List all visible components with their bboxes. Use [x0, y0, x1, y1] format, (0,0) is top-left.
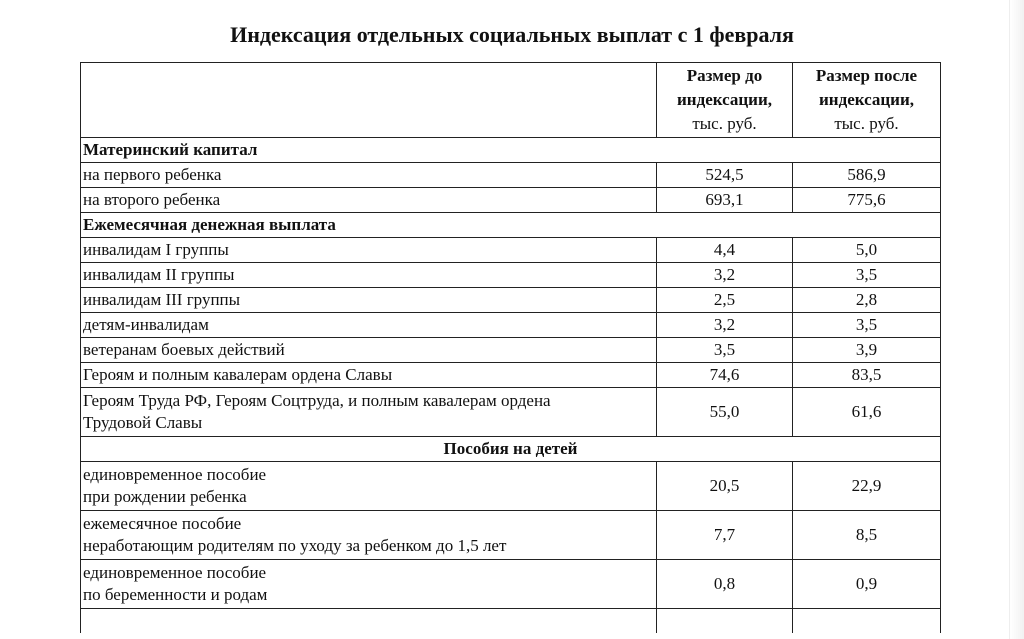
- row-value-before: 3,5: [657, 338, 793, 363]
- table-row: [81, 388, 941, 437]
- table-row-cut-off: [81, 609, 941, 634]
- row-value-before: [657, 609, 793, 634]
- row-label: инвалидам III группы: [81, 288, 657, 313]
- row-value-before: 3,2: [657, 263, 793, 288]
- row-value-after: 3,5: [793, 263, 941, 288]
- header-before-unit: тыс. руб.: [692, 114, 757, 133]
- section-title: Пособия на детей: [81, 437, 941, 462]
- table-row: [81, 511, 941, 560]
- header-before-cell: [657, 63, 793, 138]
- section-row: [81, 437, 941, 462]
- row-label-line: по беременности и родам: [83, 585, 268, 604]
- row-label: [81, 511, 657, 560]
- header-label-cell: [81, 63, 657, 138]
- row-value-before: 2,5: [657, 288, 793, 313]
- section-title: Материнский капитал: [81, 138, 941, 163]
- row-value-after: 22,9: [793, 462, 941, 511]
- page-title: Индексация отдельных социальных выплат с 1 февраля: [230, 22, 794, 47]
- row-label: на первого ребенка: [81, 163, 657, 188]
- table-header-row: [81, 63, 941, 138]
- row-value-before: 524,5: [657, 163, 793, 188]
- row-value-before: 74,6: [657, 363, 793, 388]
- row-label-line: единовременное пособие: [83, 465, 267, 484]
- header-before-title: Размер до индексации,: [677, 66, 772, 109]
- table-row: [81, 188, 941, 213]
- row-value-before: 693,1: [657, 188, 793, 213]
- row-value-after: 3,5: [793, 313, 941, 338]
- row-value-before: 3,2: [657, 313, 793, 338]
- page-edge-shadow: [1009, 0, 1024, 639]
- row-label-line: единовременное пособие: [83, 563, 267, 582]
- header-after-cell: [793, 63, 941, 138]
- row-label: [81, 388, 657, 437]
- row-label: Героям и полным кавалерам ордена Славы: [81, 363, 657, 388]
- row-value-before: 7,7: [657, 511, 793, 560]
- row-label-line: Трудовой Славы: [83, 413, 203, 432]
- row-value-before: 55,0: [657, 388, 793, 437]
- row-label: [81, 462, 657, 511]
- table-row: [81, 163, 941, 188]
- row-value-after: [793, 609, 941, 634]
- row-label-line: ежемесячное пособие: [83, 514, 242, 533]
- payments-table: [80, 62, 941, 633]
- row-label-line: неработающим родителям по уходу за ребенком до 1,5 лет: [83, 536, 507, 555]
- row-value-after: 83,5: [793, 363, 941, 388]
- row-label: на второго ребенка: [81, 188, 657, 213]
- table-row: [81, 338, 941, 363]
- row-label: [81, 609, 657, 634]
- row-label: ветеранам боевых действий: [81, 338, 657, 363]
- table-row: [81, 462, 941, 511]
- row-label-line: Героям Труда РФ, Героям Соцтруда, и полным кавалерам ордена: [83, 391, 551, 410]
- row-label: инвалидам II группы: [81, 263, 657, 288]
- table-row: [81, 363, 941, 388]
- row-label: [81, 560, 657, 609]
- row-value-after: 775,6: [793, 188, 941, 213]
- table-row: [81, 288, 941, 313]
- row-value-after: 0,9: [793, 560, 941, 609]
- row-label: инвалидам I группы: [81, 238, 657, 263]
- row-value-after: 2,8: [793, 288, 941, 313]
- table-row: [81, 560, 941, 609]
- table-row: [81, 263, 941, 288]
- table-row: [81, 238, 941, 263]
- header-after-title: Размер после индексации,: [815, 66, 918, 109]
- section-row: [81, 213, 941, 238]
- table-row: [81, 313, 941, 338]
- row-value-before: 4,4: [657, 238, 793, 263]
- row-label-line: при рождении ребенка: [83, 487, 247, 506]
- row-value-before: 0,8: [657, 560, 793, 609]
- row-value-after: 3,9: [793, 338, 941, 363]
- row-value-before: 20,5: [657, 462, 793, 511]
- row-value-after: 61,6: [793, 388, 941, 437]
- section-row: [81, 138, 941, 163]
- section-title: Ежемесячная денежная выплата: [81, 213, 941, 238]
- header-after-unit: тыс. руб.: [834, 114, 899, 133]
- row-value-after: 586,9: [793, 163, 941, 188]
- row-value-after: 8,5: [793, 511, 941, 560]
- row-label: детям-инвалидам: [81, 313, 657, 338]
- row-value-after: 5,0: [793, 238, 941, 263]
